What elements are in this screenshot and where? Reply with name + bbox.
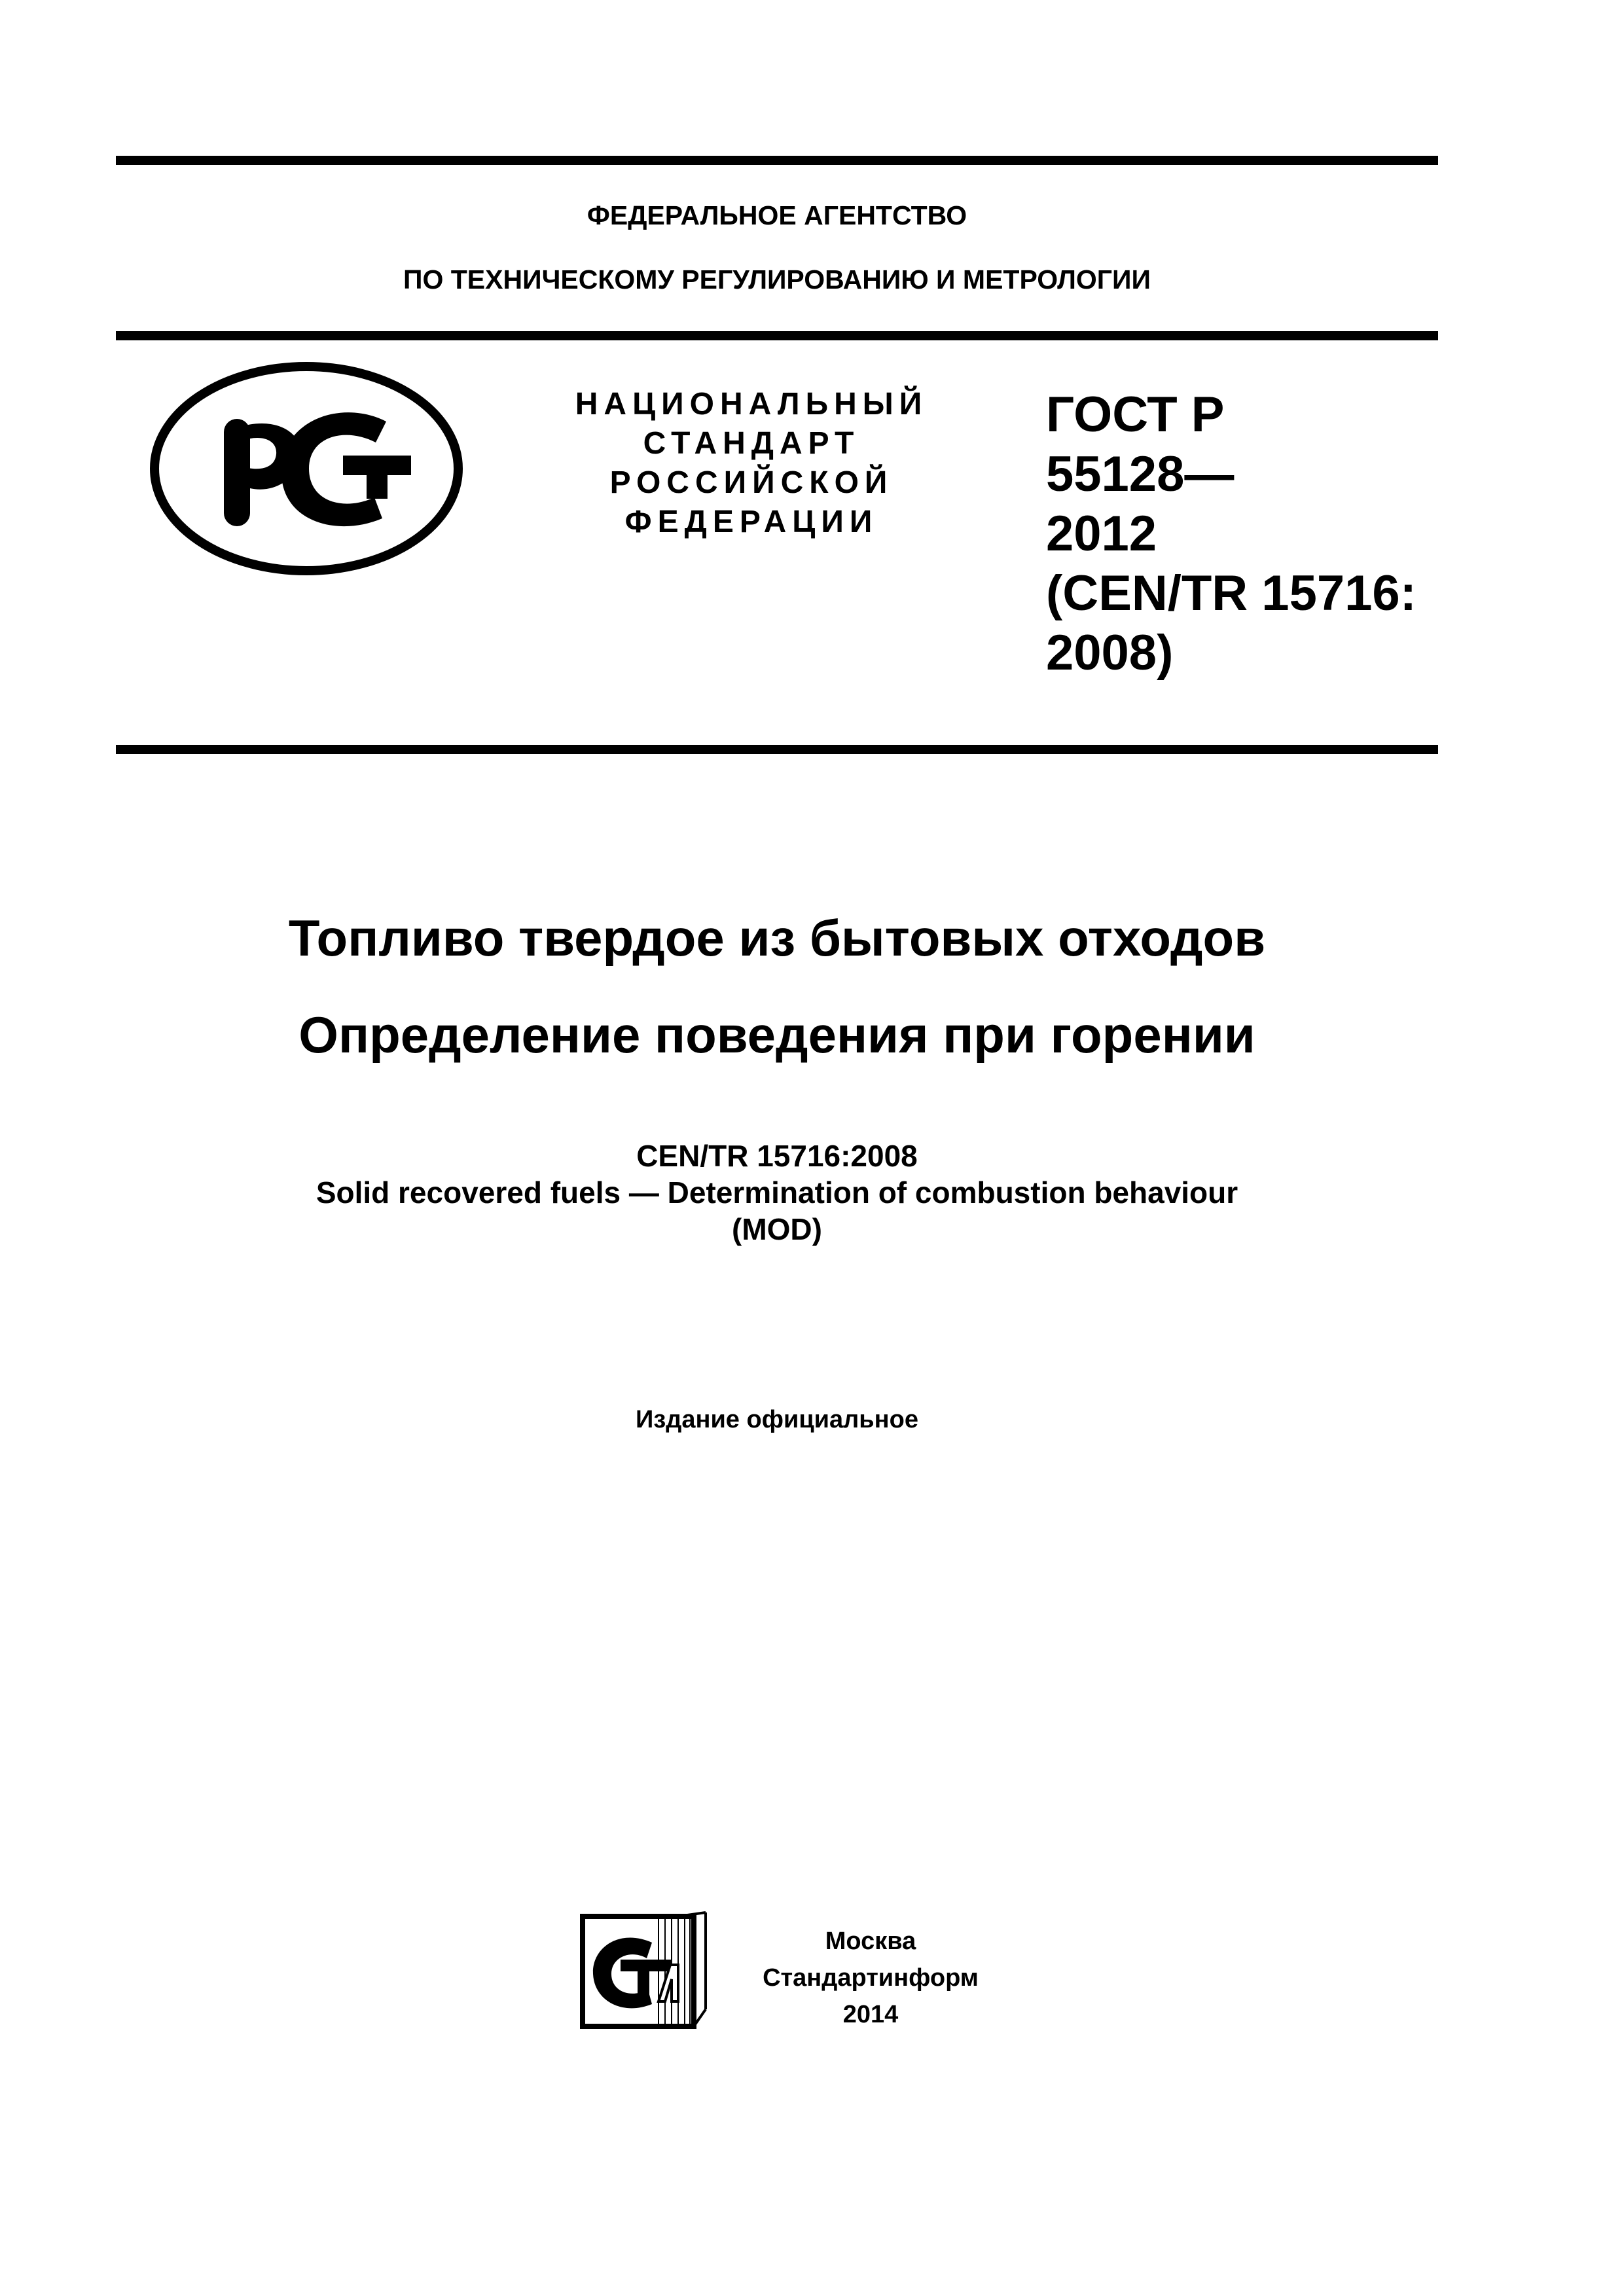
edition-note: Издание официальное bbox=[636, 1406, 918, 1433]
reference-english-title: Solid recovered fuels — Determination of combustion behaviour bbox=[316, 1175, 1238, 1210]
designation-line: 2008) bbox=[1046, 625, 1174, 681]
publisher-name: Стандартинформ bbox=[763, 1964, 979, 1992]
standard-type-line: ФЕДЕРАЦИИ bbox=[624, 505, 878, 539]
standard-designation bbox=[1046, 385, 1439, 683]
publisher-info bbox=[733, 1923, 1008, 2033]
agency-line-1: ФЕДЕРАЛЬНОЕ АГЕНТСТВО bbox=[586, 200, 967, 230]
reference-code: CEN/TR 15716:2008 bbox=[636, 1139, 918, 1173]
reference-modification: (MOD) bbox=[732, 1212, 822, 1246]
designation-line: 55128— bbox=[1046, 446, 1235, 502]
designation-line: ГОСТ Р bbox=[1046, 387, 1225, 442]
publisher-city: Москва bbox=[825, 1928, 916, 1955]
designation-line: 2012 bbox=[1046, 506, 1157, 562]
standard-type bbox=[549, 385, 954, 542]
document-title-line-1: Топливо твердое из бытовых отходов bbox=[288, 909, 1266, 967]
publisher-year: 2014 bbox=[842, 2001, 899, 2028]
rst-logo-icon bbox=[147, 359, 466, 579]
agency-line-2: ПО ТЕХНИЧЕСКОМУ РЕГУЛИРОВАНИЮ И МЕТРОЛОГИИ bbox=[403, 264, 1151, 295]
section-rule bbox=[116, 745, 1438, 754]
standartinform-logo-icon bbox=[580, 1911, 708, 2030]
standard-type-line: РОССИЙСКОЙ bbox=[609, 465, 893, 500]
standard-type-line: СТАНДАРТ bbox=[643, 426, 860, 461]
header-rule bbox=[116, 331, 1438, 340]
document-title-line-2: Определение поведения при горении bbox=[298, 1006, 1255, 1064]
top-rule bbox=[116, 156, 1438, 165]
designation-line: (CEN/TR 15716: bbox=[1046, 565, 1416, 621]
standard-type-line: НАЦИОНАЛЬНЫЙ bbox=[575, 387, 928, 422]
